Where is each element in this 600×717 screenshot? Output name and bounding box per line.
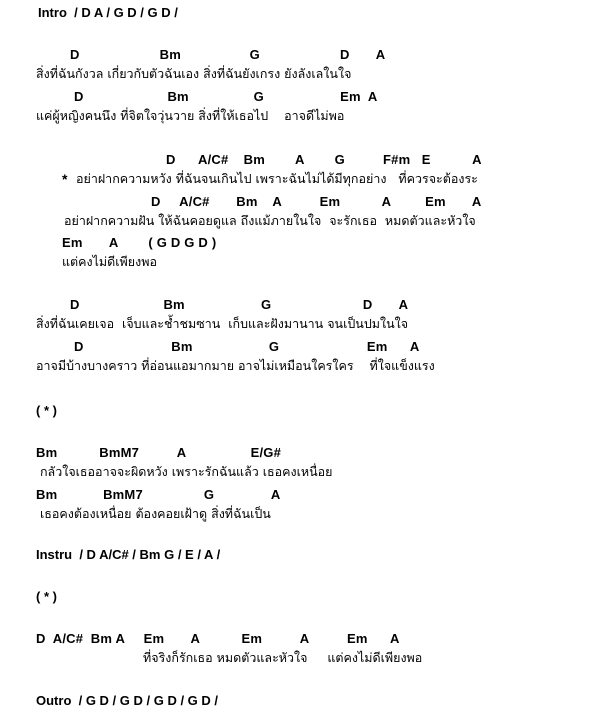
chorus-repeat-1: ( * ) — [36, 403, 57, 418]
verse1-lyric-1: สิ่งที่ฉันกังวล เกี่ยวกับตัวฉันเอง สิ่งที่ฉันยังเกรง ยังลังเลในใจ — [36, 66, 352, 81]
verse1-chords-2: D Bm G Em A — [74, 89, 378, 104]
instru-line: Instru / D A/C# / Bm G / E / A / — [36, 547, 221, 562]
verse2-chords-2: D Bm G Em A — [74, 339, 420, 354]
ending-chords-1: D A/C# Bm A Em A Em A Em A — [36, 631, 400, 646]
bridge-chords-1: Bm BmM7 A E/G# — [36, 445, 282, 460]
chorus-chords-2: D A/C# Bm A Em A Em A — [151, 194, 482, 209]
outro-line: Outro / G D / G D / G D / G D / — [36, 693, 219, 708]
chorus-marker: * — [62, 171, 68, 187]
bridge-chords-2: Bm BmM7 G A — [36, 487, 281, 502]
bridge-lyric-1: กลัวใจเธออาจจะผิดหวัง เพราะรักฉันแล้ว เธอคงเหนื่อย — [36, 464, 333, 479]
verse2-lyric-2: อาจมีบ้างบางคราว ที่อ่อนแอมากมาย อาจไม่เหมือนใครใคร ที่ใจแข็งแรง — [36, 358, 435, 373]
chorus-lyric-2: อย่าฝากความฝัน ให้ฉันคอยดูแล ถึงแม้ภายในใจ จะรักเธอ หมดตัวและหัวใจ — [64, 213, 476, 228]
ending-lyric-1: ที่จริงก็รักเธอ หมดตัวและหัวใจ แต่คงไม่ดีเพียงพอ — [143, 650, 423, 665]
verse1-chords-1: D Bm G D A — [70, 47, 386, 62]
verse2-lyric-1: สิ่งที่ฉันเคยเจอ เจ็บและช้ำชมซาน เก็บและฝังมานาน จนเป็นปมในใจ — [36, 316, 409, 331]
bridge-lyric-2: เธอคงต้องเหนื่อย ต้องคอยเฝ้าดู สิ่งที่ฉันเป็น — [36, 506, 271, 521]
chorus-lyric-3: แต่คงไม่ดีเพียงพอ — [62, 254, 157, 269]
verse1-lyric-2: แค่ผู้หญิงคนนึง ที่จิตใจวุ่นวาย สิ่งที่ให้เธอไป อาจดีไม่พอ — [36, 108, 345, 123]
intro-line: Intro / D A / G D / G D / — [38, 5, 178, 20]
verse2-chords-1: D Bm G D A — [70, 297, 409, 312]
chorus-chords-3: Em A ( G D G D ) — [62, 235, 217, 250]
chorus-repeat-2: ( * ) — [36, 589, 57, 604]
chorus-chords-1: D A/C# Bm A G F#m E A — [166, 152, 482, 167]
chorus-lyric-1: อย่าฝากความหวัง ที่ฉันจนเกินไป เพราะฉันไม่ได้มีทุกอย่าง ที่ควรจะต้องระ — [76, 171, 478, 186]
